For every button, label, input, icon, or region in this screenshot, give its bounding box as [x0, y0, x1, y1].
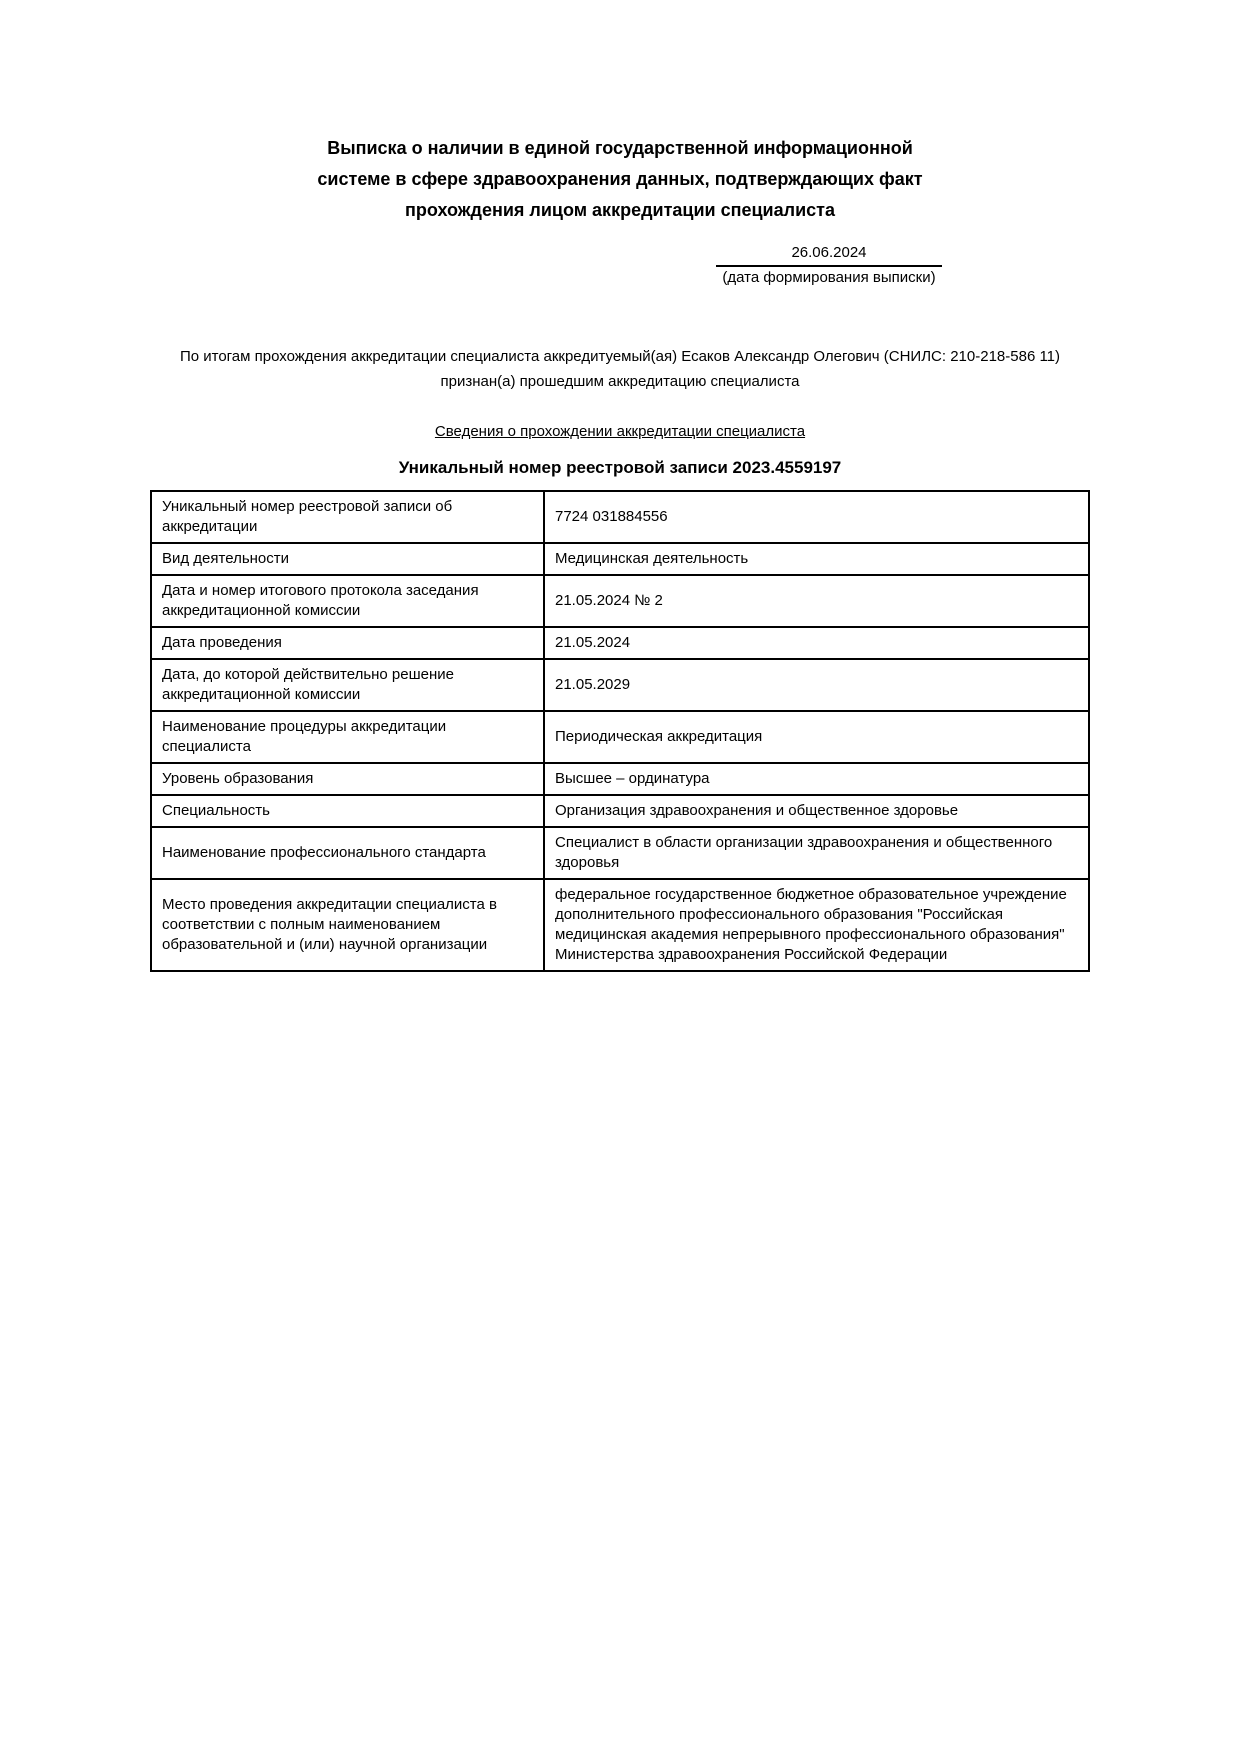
formation-date-value: 26.06.2024 — [716, 243, 942, 267]
record-number-heading: Уникальный номер реестровой записи 2023.4559197 — [398, 458, 842, 477]
row-label-cell: Наименование процедуры аккредитации специалиста — [151, 711, 544, 763]
row-label-cell: Дата проведения — [151, 627, 544, 659]
row-value-cell: Периодическая аккредитация — [544, 711, 1089, 763]
row-value-cell: 21.05.2029 — [544, 659, 1089, 711]
table-row — [151, 795, 1089, 827]
document-title-line: системе в сфере здравоохранения данных, подтверждающих факт — [317, 169, 923, 189]
row-value-cell: Специалист в области организации здравоохранения и общественного здоровья — [544, 827, 1089, 879]
table-row — [151, 627, 1089, 659]
row-label-cell: Вид деятельности — [151, 543, 544, 575]
formation-date-caption: (дата формирования выписки) — [722, 269, 936, 286]
table-row — [151, 711, 1089, 763]
table-row — [151, 827, 1089, 879]
intro-line: По итогам прохождения аккредитации специалиста аккредитуемый(ая) Есаков Александр Олегович (СНИЛС: 210-218-586 11) — [179, 348, 1061, 365]
table-row — [151, 543, 1089, 575]
table-row — [151, 659, 1089, 711]
row-value-cell: 7724 031884556 — [544, 491, 1089, 543]
table-row — [151, 763, 1089, 795]
row-label-cell: Специальность — [151, 795, 544, 827]
row-label-cell: Наименование профессионального стандарта — [151, 827, 544, 879]
row-label-cell: Дата и номер итогового протокола заседания аккредитационной комиссии — [151, 575, 544, 627]
document-title — [150, 133, 1090, 226]
table-row — [151, 879, 1089, 971]
section-heading: Сведения о прохождении аккредитации специалиста — [434, 423, 806, 440]
row-value-cell: федеральное государственное бюджетное образовательное учреждение дополнительного профессионального образования "Российская медицинская академия непрерывного профессионального образования" Министерства здравоохранения Российской Федерации — [544, 879, 1089, 971]
row-label-cell: Место проведения аккредитации специалиста в соответствии с полным наименованием образовательной и (или) научной организации — [151, 879, 544, 971]
intro-line: признан(а) прошедшим аккредитацию специалиста — [440, 373, 800, 390]
row-label-cell: Уровень образования — [151, 763, 544, 795]
row-value-cell: Организация здравоохранения и общественное здоровье — [544, 795, 1089, 827]
row-value-cell: Медицинская деятельность — [544, 543, 1089, 575]
document-title-line: прохождения лицом аккредитации специалиста — [405, 200, 835, 220]
row-label-cell: Уникальный номер реестровой записи об аккредитации — [151, 491, 544, 543]
document-title-line: Выписка о наличии в единой государственной информационной — [327, 138, 913, 158]
row-value-cell: Высшее – ординатура — [544, 763, 1089, 795]
table-row — [151, 575, 1089, 627]
row-label-cell: Дата, до которой действительно решение аккредитационной комиссии — [151, 659, 544, 711]
table-row — [151, 491, 1089, 543]
row-value-cell: 21.05.2024 № 2 — [544, 575, 1089, 627]
row-value-cell: 21.05.2024 — [544, 627, 1089, 659]
formation-date-block — [716, 243, 942, 288]
accreditation-table — [150, 490, 1090, 972]
intro-paragraph — [150, 344, 1090, 394]
